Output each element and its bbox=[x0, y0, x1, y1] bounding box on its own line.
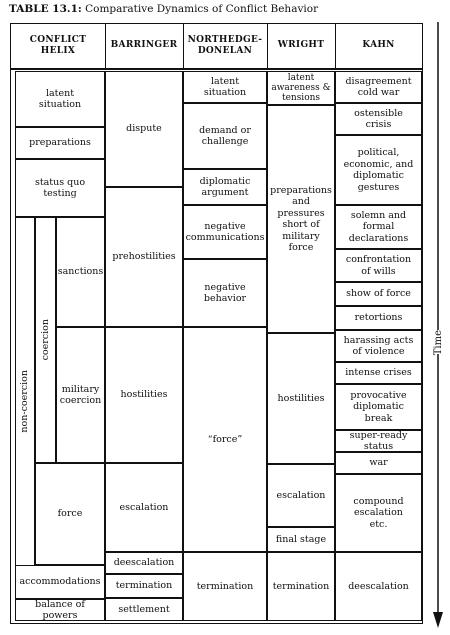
header-divider bbox=[11, 68, 422, 70]
ch-coercion: coercion bbox=[35, 217, 56, 463]
k-war: war bbox=[335, 452, 422, 474]
ch-balance-of-powers: balance of powers bbox=[15, 599, 105, 621]
w-latent-awareness: latent awareness & tensions bbox=[267, 71, 335, 105]
k-compound-escalation: compound escalation etc. bbox=[335, 474, 422, 552]
ch-non-coercion: non-coercion bbox=[15, 217, 35, 585]
header-conflict-helix: CONFLICT HELIX bbox=[29, 34, 87, 56]
table-number: TABLE 13.1: bbox=[9, 3, 82, 15]
header-wright: WRIGHT bbox=[277, 40, 325, 51]
nd-latent-situation: latent situation bbox=[183, 71, 267, 103]
k-provocative-break: provocative diplomatic break bbox=[335, 384, 422, 430]
header-sep bbox=[183, 24, 184, 68]
header-sep bbox=[335, 24, 336, 68]
b-settlement: settlement bbox=[105, 598, 183, 621]
ch-force: force bbox=[35, 463, 105, 565]
nd-force: “force” bbox=[183, 327, 267, 552]
b-prehostilities: prehostilities bbox=[105, 187, 183, 327]
k-disagreement: disagreement cold war bbox=[335, 71, 422, 103]
k-political-gestures: political, economic, and diplomatic gestures bbox=[335, 135, 422, 205]
nd-termination: termination bbox=[183, 552, 267, 621]
header-barringer: BARRINGER bbox=[110, 40, 178, 51]
w-hostilities: hostilities bbox=[267, 333, 335, 464]
header-sep bbox=[267, 24, 268, 68]
comparative-dynamics-table bbox=[10, 23, 423, 624]
table-caption: Comparative Dynamics of Conflict Behavior bbox=[85, 3, 319, 15]
w-preparations-pressures: preparations and pressures short of military force bbox=[267, 105, 335, 333]
time-arrow bbox=[430, 22, 446, 628]
b-deescalation: deescalation bbox=[105, 552, 183, 574]
b-hostilities: hostilities bbox=[105, 327, 183, 463]
w-escalation: escalation bbox=[267, 464, 335, 527]
k-deescalation: deescalation bbox=[335, 552, 422, 621]
k-intense-crises: intense crises bbox=[335, 362, 422, 384]
time-arrow-head bbox=[433, 612, 443, 628]
ch-status-quo-testing: status quo testing bbox=[15, 159, 105, 217]
k-show-of-force: show of force bbox=[335, 282, 422, 306]
nd-negative-communications: negative communications bbox=[183, 205, 267, 259]
nd-negative-behavior: negative behavior bbox=[183, 259, 267, 327]
ch-military-coercion: military coercion bbox=[56, 327, 105, 463]
k-solemn-declarations: solemn and formal declarations bbox=[335, 205, 422, 249]
ch-sanctions: sanctions bbox=[56, 217, 105, 327]
k-super-ready-status: super-ready status bbox=[335, 430, 422, 452]
header-kahn: KAHN bbox=[362, 40, 395, 51]
k-harassing-acts: harassing acts of violence bbox=[335, 330, 422, 362]
k-confrontation-of-wills: confrontation of wills bbox=[335, 249, 422, 282]
nd-diplomatic-argument: diplomatic argument bbox=[183, 169, 267, 205]
w-final-stage: final stage bbox=[267, 527, 335, 552]
b-escalation: escalation bbox=[105, 463, 183, 552]
k-retortions: retortions bbox=[335, 306, 422, 330]
header-northedge-donelan: NORTHEDGE-DONELAN bbox=[187, 34, 263, 56]
ch-preparations: preparations bbox=[15, 127, 105, 159]
b-termination: termination bbox=[105, 574, 183, 598]
time-label: Time bbox=[432, 330, 444, 356]
w-termination: termination bbox=[267, 552, 335, 621]
ch-latent-situation: latent situation bbox=[15, 71, 105, 127]
header-sep bbox=[105, 24, 106, 68]
ch-accommodations: accommodations bbox=[15, 565, 105, 599]
table-title bbox=[9, 3, 318, 15]
nd-demand-or-challenge: demand or challenge bbox=[183, 103, 267, 169]
b-dispute: dispute bbox=[105, 71, 183, 187]
k-ostensible-crisis: ostensible crisis bbox=[335, 103, 422, 135]
